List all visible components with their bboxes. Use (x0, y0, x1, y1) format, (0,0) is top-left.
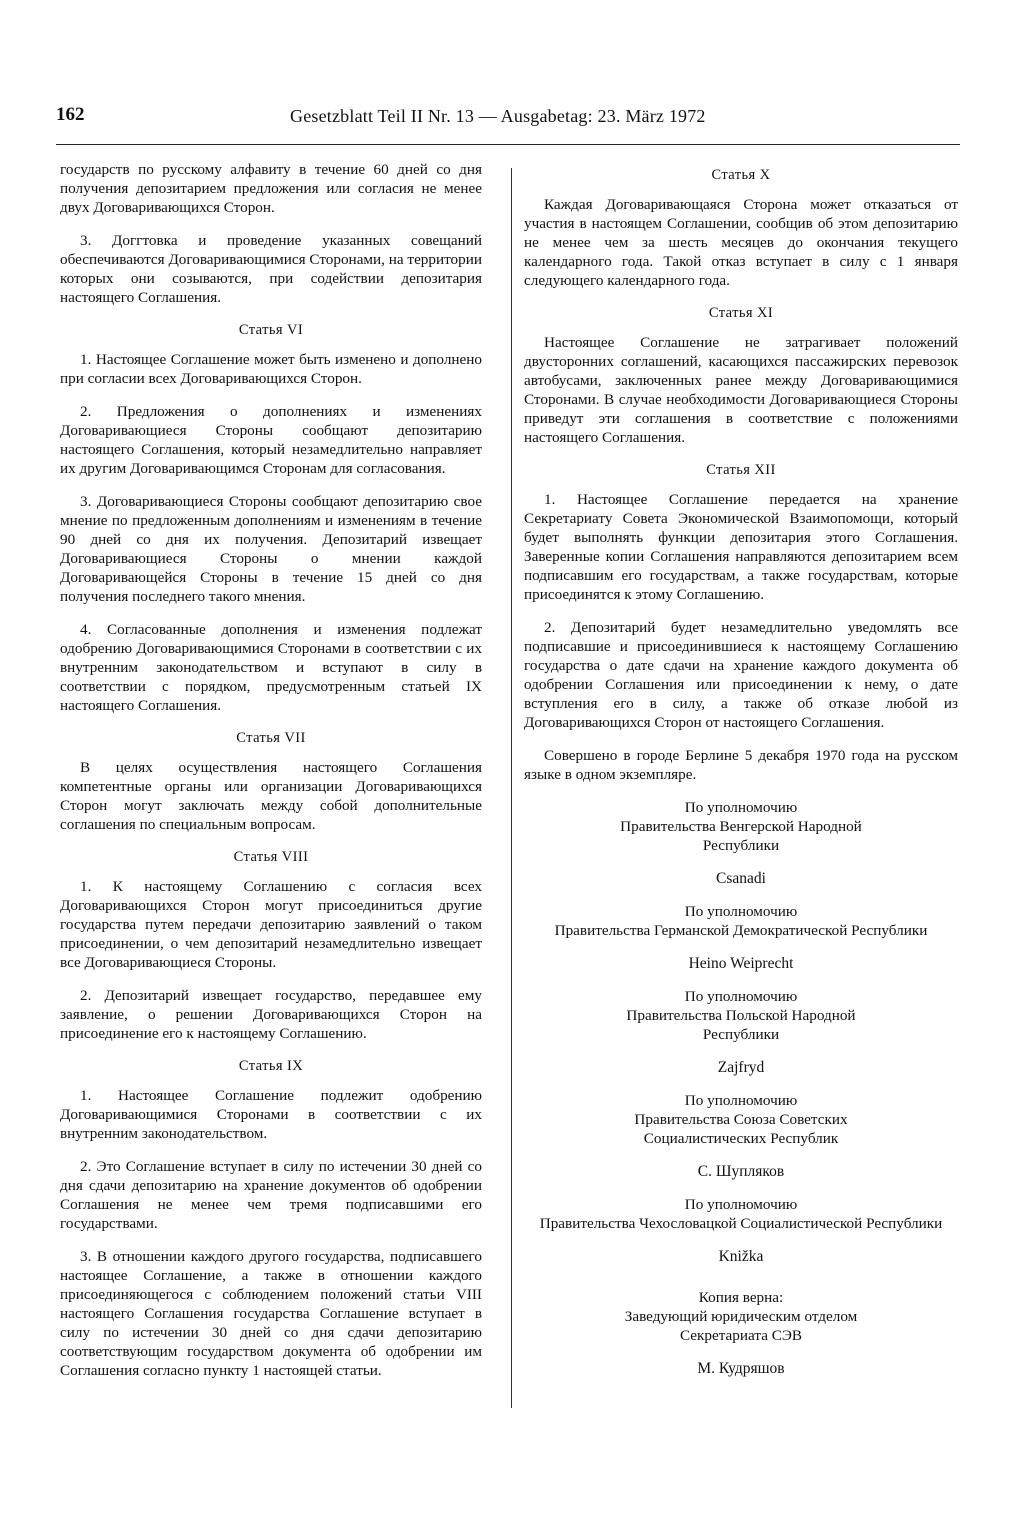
copy-certification (524, 1288, 958, 1378)
article-paragraph: Каждая Договаривающаяся Сторона может отказаться от участия в настоящем Соглашении, сообщив об этом депозитарию не менее чем за шесть месяцев до окончания текущего календарного года. Такой отказ вступает в силу с 1 января следующего календарного года. (524, 196, 958, 289)
certification-line: Секретариата СЭВ (679, 1327, 803, 1344)
signature-authority-line: По уполномочию (684, 903, 798, 920)
signature-authority-line: Правительства Чехословацкой Социалистической Республики (539, 1215, 943, 1232)
signature-authority-line: Правительства Германской Демократической Республики (554, 922, 928, 939)
signature-authority-line: По уполномочию (684, 1092, 798, 1109)
signatory-name: Zajfryd (717, 1059, 765, 1076)
signature-block (524, 902, 958, 973)
signature-block (524, 987, 958, 1077)
running-header: Gesetzblatt Teil II Nr. 13 — Ausgabetag: 23. März 1972 (290, 106, 706, 126)
continuation-paragraph: 3. Доггтовка и проведение указанных совещаний обеспечиваются Договаривающимися Сторонами, на территории которых они созываются, при содействии депозитария настоящего Соглашения. (60, 232, 483, 306)
article-paragraph: 3. В отношении каждого другого государства, подписавшего настоящее Соглашение, а также в отношении каждого присоединяющегося с соблюдением положений статьи VIII настоящего Соглашения государства Соглашение вступает в силу по истечении 30 дней со дня сдачи депозитарию соответствующим государством документа об одобрении им Соглашения согласно пункту 1 настоящей статьи. (60, 1248, 482, 1379)
right-column (524, 160, 958, 1378)
article-paragraph: 1. Настоящее Соглашение подлежит одобрению Договаривающимися Сторонами в соответствии с их внутренним законодательством. (60, 1087, 482, 1142)
signatory-name: С. Шупляков (697, 1163, 785, 1180)
signature-authority-line: Социалистических Республик (643, 1130, 839, 1147)
signature-authority-line: Республики (702, 837, 780, 854)
article-paragraph: 2. Депозитарий будет незамедлительно уведомлять все подписавшие и присоединившиеся к настоящему Соглашению государства о дате сдачи на хранение каждого документа об одобрении Соглашения или присоединении к нему, о дате вступления его в силу, а также об отказе любой из Договаривающихся Сторон от настоящего Соглашения. (524, 619, 958, 731)
article-paragraph: 2. Это Соглашение вступает в силу по истечении 30 дней со дня сдачи депозитарию на хранение документов об одобрении Соглашения не менее чем тремя подписавшими его государствами. (60, 1158, 482, 1232)
article-paragraph: 4. Согласованные дополнения и изменения подлежат одобрению Договаривающимися Сторонами в соответствии с их внутренним законодательством и вступают в силу в соответствии с порядком, предусмотренным статьей IX настоящего Соглашения. (60, 621, 482, 714)
signature-authority-line: По уполномочию (684, 988, 798, 1005)
certification-line: Копия верна: (698, 1289, 784, 1306)
article-paragraph: 1. Настоящее Соглашение передается на хранение Секретариату Совета Экономической Взаимопомощи, который будет выполнять функции депозитария этого Соглашения. Заверенные копии Соглашения направляются депозитарием всем подписавшим его государствам, а также государствам, которые присоединятся к этому Соглашению. (524, 491, 958, 603)
header-rule (56, 144, 960, 145)
article-paragraph: 2. Депозитарий извещает государство, передавшее ему заявление, о решении Договаривающихся Сторон на присоединение его к настоящему Соглашению. (60, 987, 482, 1042)
signature-block (524, 1195, 958, 1266)
article-paragraph: 2. Предложения о дополнениях и изменениях Договаривающиеся Стороны сообщают депозитарию настоящего Соглашения, который незамедлительно направляет их другим Договаривающимся Сторонам для согласования. (60, 403, 482, 477)
signature-authority-line: Правительства Венгерской Народной (620, 818, 862, 835)
article-paragraph: 3. Договаривающиеся Стороны сообщают депозитарию свое мнение по предложенным дополнениям и изменениям в течение 90 дней со дня их получения. Депозитарий извещает Договаривающиеся Стороны о мнении каждой Договаривающейся Стороны в течение 15 дней со дня получения последнего такого мнения. (60, 493, 482, 605)
article-heading: Статья VIII (233, 849, 309, 865)
signature-authority-line: Республики (702, 1026, 780, 1043)
article-paragraph: 1. Настоящее Соглашение может быть изменено и дополнено при согласии всех Договаривающихся Сторон. (60, 351, 482, 387)
signature-authority-line: По уполномочию (684, 1196, 798, 1213)
article-paragraph: 1. К настоящему Соглашению с согласия всех Договаривающихся Сторон могут присоединиться другие государства путем передачи депозитарию заявлений о таком присоединении, о чем депозитарий незамедлительно извещает все Договаривающиеся Стороны. (60, 878, 482, 971)
certifier-name: М. Кудряшов (697, 1360, 785, 1377)
article-heading: Статья VII (236, 730, 306, 746)
page-number: 162 (56, 104, 85, 125)
article-paragraph: Настоящее Соглашение не затрагивает положений двусторонних соглашений, касающихся пассажирских перевозок автобусами, заключенных ранее между Договаривающимися Сторонами. В случае необходимости Договаривающиеся Стороны приведут эти соглашения в соответствие с положениями настоящего Соглашения. (524, 334, 958, 446)
article-heading: Статья XII (706, 462, 776, 478)
left-column (60, 160, 482, 1394)
article-paragraph: В целях осуществления настоящего Соглашения компетентные органы или организации Договаривающихся Сторон могут заключать между собой дополнительные соглашения по специальным вопросам. (60, 759, 482, 833)
closing-statement: Совершено в городе Берлине 5 декабря 1970 года на русском языке в одном экземпляре. (524, 747, 958, 783)
article-heading: Статья IX (238, 1058, 304, 1074)
article-heading: Статья XI (708, 305, 774, 321)
continuation-paragraph: государств по русскому алфавиту в течение 60 дней со дня получения депозитарием предложения или согласия не менее двух Договаривающихся Сторон. (60, 161, 482, 216)
certification-line: Заведующий юридическим отделом (624, 1308, 858, 1325)
signatory-name: Knižka (718, 1248, 764, 1265)
article-heading: Статья VI (238, 322, 304, 338)
column-divider (511, 168, 512, 1408)
signature-authority-line: Правительства Союза Советских (634, 1111, 848, 1128)
article-heading: Статья X (711, 167, 771, 183)
signature-block (524, 798, 958, 888)
signature-authority-line: Правительства Польской Народной (626, 1007, 856, 1024)
signatory-name: Csanadi (716, 870, 766, 887)
signatory-name: Heino Weiprecht (688, 955, 794, 972)
signature-authority-line: По уполномочию (684, 799, 798, 816)
signature-block (524, 1091, 958, 1181)
